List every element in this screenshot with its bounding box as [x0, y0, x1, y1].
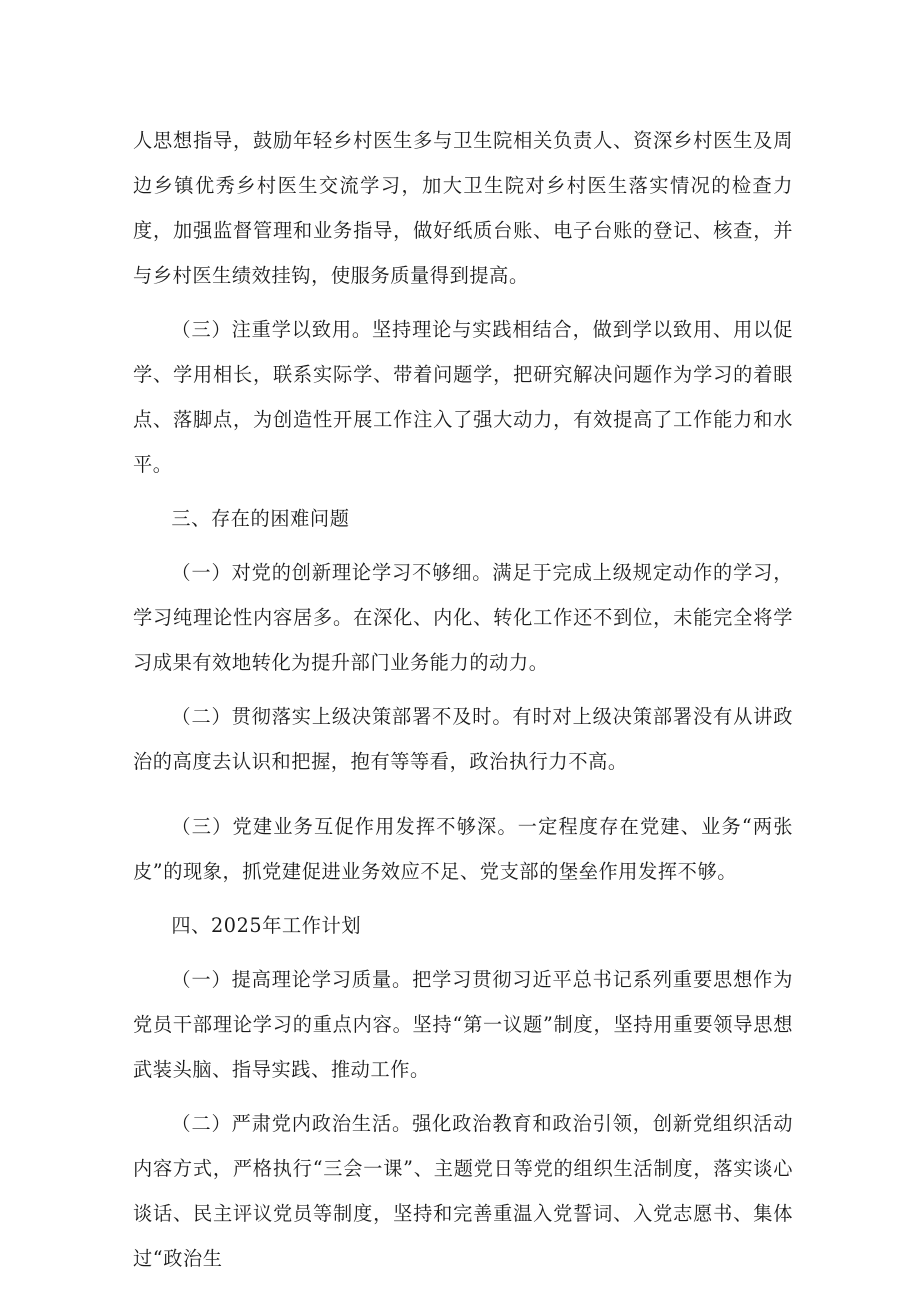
- paragraph-plan-1: （一）提高理论学习质量。把学习贯彻习近平总书记系列重要思想作为党员干部理论学习的重点内容。坚持“第一议题”制度，坚持用重要领导思想武装头脑、指导实践、推动工作。: [133, 968, 793, 1081]
- paragraph-study-application: （三）注重学以致用。坚持理论与实践相结合，做到学以致用、用以促学、学用相长，联系实际学、带着问题学，把研究解决问题作为学习的着眼点、落脚点，为创造性开展工作注入了强大动力，有效提高了工作能力和水平。: [133, 318, 793, 476]
- section-heading-work-plan: 四、2025年工作计划: [171, 914, 362, 937]
- paragraph-plan-2: （二）严肃党内政治生活。强化政治教育和政治引领，创新党组织活动内容方式，严格执行“三会一课”、主题党日等党的组织生活制度，落实谈心谈话、民主评议党员等制度，坚持和完善重温入党誓词、入党志愿书、集体过“政治生: [133, 1112, 793, 1270]
- section-heading-difficulties: 三、存在的困难问题: [171, 507, 350, 530]
- paragraph-continuation: 人思想指导，鼓励年轻乡村医生多与卫生院相关负责人、资深乡村医生及周边乡镇优秀乡村医生交流学习，加大卫生院对乡村医生落实情况的检查力度，加强监督管理和业务指导，做好纸质台账、电子台账的登记、核查，并与乡村医生绩效挂钩，使服务质量得到提高。: [133, 129, 793, 287]
- paragraph-difficulty-2: （二）贯彻落实上级决策部署不及时。有时对上级决策部署没有从讲政治的高度去认识和把握，抱有等等看，政治执行力不高。: [133, 705, 793, 773]
- paragraph-difficulty-1: （一）对党的创新理论学习不够细。满足于完成上级规定动作的学习，学习纯理论性内容居多。在深化、内化、转化工作还不到位，未能完全将学习成果有效地转化为提升部门业务能力的动力。: [133, 561, 793, 674]
- paragraph-difficulty-3: （三）党建业务互促作用发挥不够深。一定程度存在党建、业务“两张皮”的现象，抓党建促进业务效应不足、党支部的堡垒作用发挥不够。: [133, 815, 793, 883]
- document-body: [133, 118, 793, 1281]
